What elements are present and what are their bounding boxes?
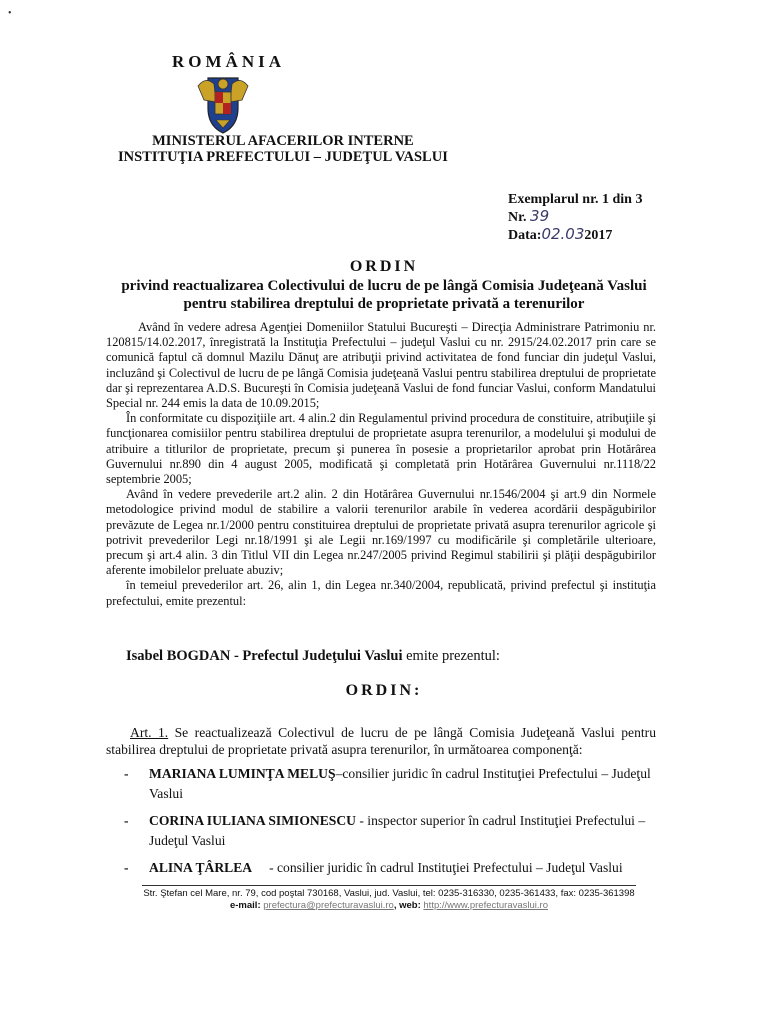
exemplar-line: Exemplarul nr. 1 din 3 xyxy=(508,192,643,207)
email-label: e-mail: xyxy=(229,900,264,911)
number-label: Nr. xyxy=(508,210,527,225)
ministry-block xyxy=(118,133,448,165)
footer xyxy=(142,888,636,912)
preamble-paragraph: Având în vedere prevederile art.2 alin. 2 din Hotărârea Guvernului nr.1546/2004 şi art.9 din Normele metodologice privind modul de stabilire a valorii terenurilor arabile în vederea acordării despăgubirilor prevăzute de Legea nr.1/2000 pentru constituirea dreptului de proprietate privată asupra terenurilor agricole şi potrivit prevederilor Legi nr.18/1991 şi ale Legii nr.169/1997 cu modificările şi completările ulterioare, precum şi art.4 alin. 3 din Titlul VII din Legea nr.247/2005 privind Regimul stabilirii şi plăţii despăgubirilor aferente imobilelor preluate abuziv; xyxy=(106,487,656,578)
member-role: - consilier juridic în cadrul Instituţiei Prefectului – Judeţul Vaslui xyxy=(252,860,623,875)
subtitle-line-2: pentru stabilirea dreptului de proprietate privată a terenurilor xyxy=(183,296,585,312)
ministry-name: MINISTERUL AFACERILOR INTERNE xyxy=(152,133,414,149)
subtitle-line-1: privind reactualizarea Colectivului de lucru de pe lângă Comisia Judeţeană Vaslui xyxy=(121,278,647,294)
list-item xyxy=(124,764,664,804)
prefect-suffix: emite prezentul: xyxy=(402,648,500,664)
footer-divider xyxy=(142,885,636,886)
footer-address: Str. Ştefan cel Mare, nr. 79, cod poştal 730168, Vaslui, jud. Vaslui, tel: 0235-316330, 0235-361433, fax: 0235-361398 xyxy=(143,888,635,899)
article-1-text: Se reactualizează Colectivul de lucru de pe lângă Comisia Judeţeană Vaslui pentru stabilirea dreptului de proprietate privată asupra terenurilor, în următoarea componenţă: xyxy=(106,725,656,757)
date-year: 2017 xyxy=(584,228,613,243)
date-label: Data: xyxy=(508,228,542,243)
list-dash: - xyxy=(124,860,129,875)
document-subtitle xyxy=(80,277,688,313)
number-line xyxy=(508,208,642,226)
date-line xyxy=(508,226,642,244)
prefect-line xyxy=(126,648,500,665)
institution-name: INSTITUŢIA PREFECTULUI – JUDEŢUL VASLUI xyxy=(118,149,448,165)
web-link[interactable]: http://www.prefecturavaslui.ro xyxy=(423,900,548,911)
member-name: MARIANA LUMINŢA MELUŞ xyxy=(149,766,336,781)
web-label: , web: xyxy=(393,900,424,911)
member-name: ALINA ŢÂRLEA xyxy=(149,860,253,875)
country-name: ROMÂNIA xyxy=(172,52,285,71)
number-handwritten: 39 xyxy=(530,207,550,225)
preamble xyxy=(106,320,656,609)
list-item xyxy=(124,811,664,851)
preamble-paragraph: Având în vedere adresa Agenţiei Domeniilor Statului Bucureşti – Direcţia Administrare Patrimoniu nr. 120815/14.02.2017, înregistrată la Instituţia Prefectului – judeţul Vaslui cu nr. 2915/24.02.2017 prin care se comunică faptul că domnul Mazilu Dănuţ are atribuţii privind activitatea de fond funciar din judeţul Vaslui, incluzând şi Colectivul de lucru de pe lângă Comisia judeţeană Vaslui pentru stabilirea dreptului de proprietate dar şi reprezentarea A.D.S. Bucureşti în Comisia judeţeană Vaslui de fond funciar Vaslui, conform Mandatului Special nr. 244 emis la data de 10.09.2015; xyxy=(106,320,656,411)
corner-mark: • xyxy=(8,8,12,19)
article-1-label: Art. 1. xyxy=(130,725,169,740)
list-item xyxy=(124,858,664,878)
article-1 xyxy=(106,724,656,758)
email-link[interactable]: prefectura@prefecturavaslui.ro xyxy=(263,900,394,911)
member-role: –consilier juridic în cadrul Instituţiei Prefectului – Judeţul Vaslui xyxy=(149,766,651,801)
register-block xyxy=(508,191,642,244)
preamble-paragraph: În conformitate cu dispoziţiile art. 4 alin.2 din Regulamentul privind procedura de constituire, atribuţiile şi funcţionarea comisiilor pentru stabilirea dreptului de proprietate asupra terenurilor, a modelului şi modului de atribuire a titlurilor de proprietate, precum şi punerea în posesie a proprietarilor aprobat prin Hotărârea Guvernului nr.890 din 4 august 2005, modificată şi completată prin Hotărârea Guvernului nr.1118/22 septembrie 2005; xyxy=(106,411,656,487)
order-heading: ORDIN: xyxy=(345,682,423,699)
document-heading: ORDIN xyxy=(349,258,419,275)
list-dash: - xyxy=(124,766,129,781)
member-role: - inspector superior în cadrul Instituţiei Prefectului – Judeţul Vaslui xyxy=(149,813,646,848)
prefect-name: Isabel BOGDAN - Prefectul Judeţului Vaslui xyxy=(126,648,403,664)
footer-contact xyxy=(142,900,636,912)
members-list xyxy=(124,764,664,885)
preamble-paragraph: în temeiul prevederilor art. 26, alin 1, din Legea nr.340/2004, republicată, privind prefectul şi instituţia prefectului, emite prezentul: xyxy=(106,578,656,608)
list-dash: - xyxy=(124,813,129,828)
member-name: CORINA IULIANA SIMIONESCU xyxy=(149,813,356,828)
romanian-coat-of-arms-icon xyxy=(194,74,252,136)
date-handwritten: 02.03 xyxy=(541,225,585,243)
